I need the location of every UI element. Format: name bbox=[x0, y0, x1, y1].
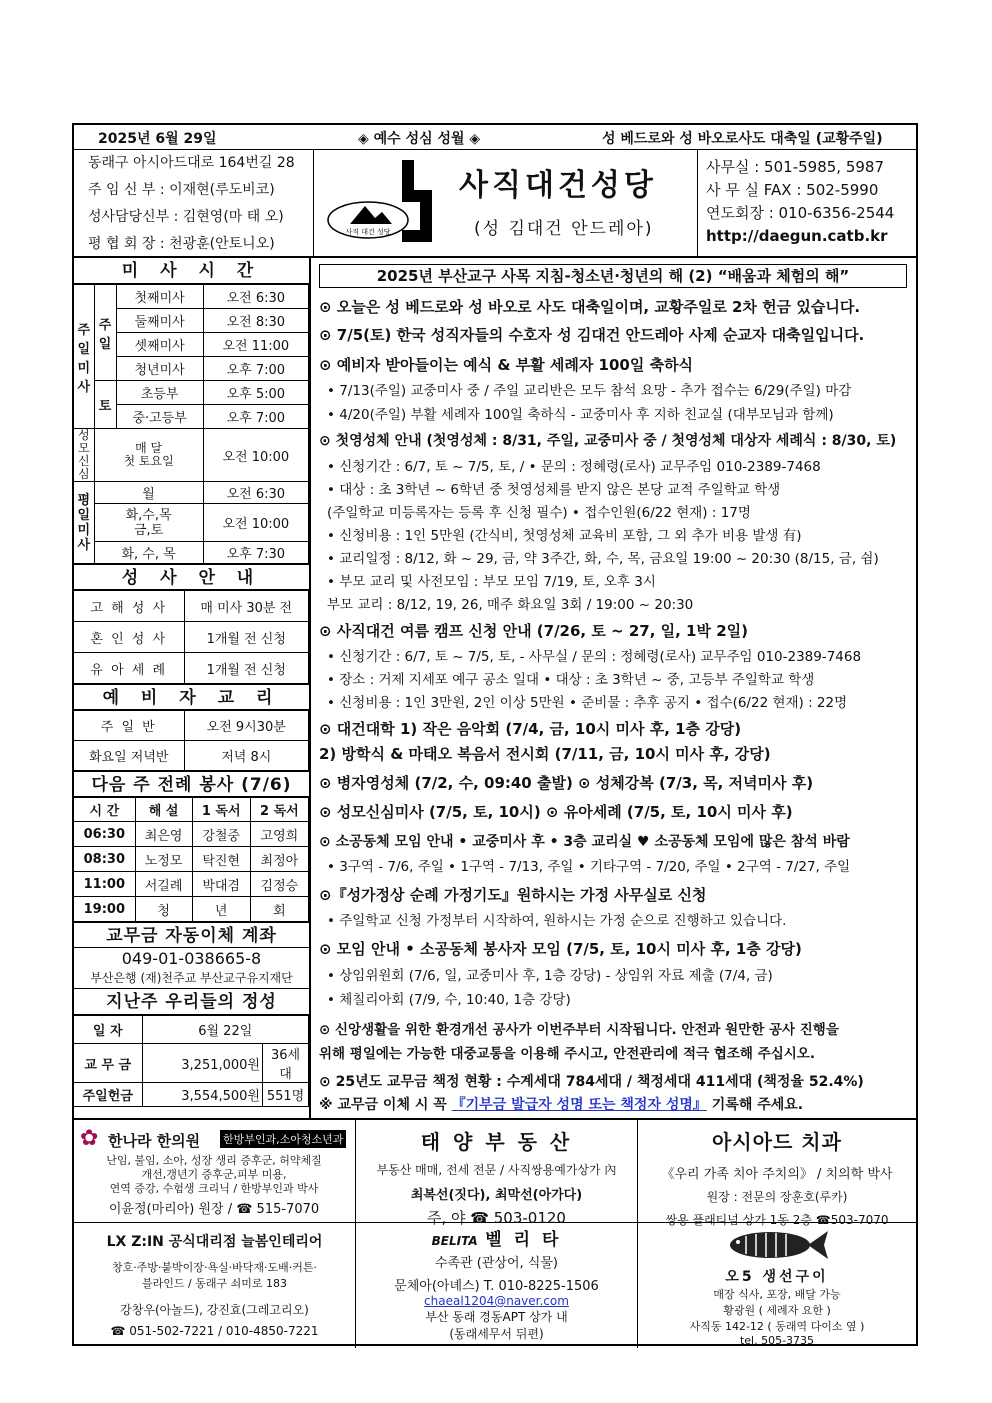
service-cell: 년 bbox=[192, 897, 250, 922]
realty-name: 태 양 부 동 산 bbox=[420, 1130, 573, 1154]
notice-line: ⊙ 25년도 교무금 책정 현황 : 수계세대 784세대 / 책정세대 411세대 (책정율 52.4%) bbox=[319, 1074, 864, 1090]
notice-line: • 신청기간 : 6/7, 토 ~ 7/5, 토, / • 문의 : 정혜령(로사) 교무주임 010-2389-7468 bbox=[327, 459, 821, 475]
mass-name: 둘째미사 bbox=[116, 309, 203, 333]
notice-line: (주일학교 미등록자는 등록 후 신청 필수) • 접수인원(6/22 현재) : 17명 bbox=[327, 505, 751, 521]
notice-line: • 대상 : 초 3학년 ~ 6학년 중 첫영성체를 받지 않은 본당 교적 주일학교 학생 bbox=[327, 482, 781, 498]
service-cell: 김정승 bbox=[250, 872, 308, 897]
clinic-badge: 한방부인과,소아청소년과 bbox=[220, 1130, 346, 1148]
flower-icon: ✿ bbox=[80, 1126, 99, 1151]
offering-date-label: 일 자 bbox=[74, 1016, 142, 1044]
offering-amount: 3,251,000원 bbox=[142, 1044, 263, 1083]
mass-time: 오후 7:30 bbox=[203, 542, 308, 564]
realty-desc: 부동산 매매, 전세 전문 / 사직쌍용예가상가 內 bbox=[376, 1163, 617, 1177]
mass-name: 중·고등부 bbox=[116, 405, 203, 429]
fish-addr: 사직동 142-12 ( 동래역 다이소 옆 ) bbox=[689, 1320, 865, 1333]
dental-doctor: 원장 : 전문의 장훈호(루카) bbox=[706, 1190, 848, 1204]
belita-addr: (동래세무서 뒤편) bbox=[449, 1327, 544, 1341]
notice-line: 위해 평일에는 가능한 대중교통을 이용해 주시고, 안전관리에 적극 협조해 주십시오. bbox=[319, 1046, 815, 1062]
mass-day: 월 bbox=[94, 482, 203, 504]
mass-name: 초등부 bbox=[116, 381, 203, 405]
catechumen-table bbox=[74, 710, 309, 771]
notice-line: ⊙ 소공동체 모임 안내 • 교중미사 후 • 3층 교리실 ♥ 소공동체 모임에 많은 참석 바람 bbox=[319, 834, 850, 850]
bulletin-date: 2025년 6월 29일 bbox=[98, 131, 217, 147]
ad-interior bbox=[74, 1223, 356, 1348]
realty-people: 최복선(짓다), 최막선(아가다) bbox=[410, 1188, 583, 1203]
notice-line: ⊙ 예비자 받아들이는 예식 & 부활 세례자 100일 축하식 bbox=[319, 356, 694, 374]
class-name: 주 일 반 bbox=[74, 711, 184, 741]
service-title: 다음 주 전례 봉사 (7/6) bbox=[74, 771, 309, 797]
notice-line: • 교리일정 : 8/12, 화 ~ 29, 금, 약 3주간, 화, 수, 목, 금요일 19:00 ~ 20:30 (8/15, 금, 쉼) bbox=[327, 551, 879, 567]
belita-email[interactable]: chaeal1204@naver.com bbox=[424, 1294, 569, 1308]
mass-time: 오후 7:00 bbox=[203, 357, 308, 381]
mass-day: 화,수,목 금,토 bbox=[94, 504, 203, 542]
account-bank: 부산은행 (재)천주교 부산교구유지재단 bbox=[74, 970, 309, 989]
service-cell: 회 bbox=[250, 897, 308, 922]
fish-tel: tel. 505-3735 bbox=[739, 1334, 815, 1347]
office-phone: 사무실 : 501-5985, 5987 bbox=[706, 158, 884, 176]
offering-title: 지난주 우리들의 정성 bbox=[74, 989, 309, 1015]
top-bar bbox=[74, 125, 916, 150]
mass-times-title: 미 사 시 간 bbox=[74, 258, 309, 284]
mass-time: 오전 6:30 bbox=[203, 482, 308, 504]
clinic-desc: 개선,갱년기 증후군,피부 미용, bbox=[141, 1168, 287, 1181]
mass-time: 오전 10:00 bbox=[203, 504, 308, 542]
notice-line: ⊙ 오늘은 성 베드로와 성 바오로 사도 대축일이며, 교황주일로 2차 헌금 있습니다. bbox=[319, 298, 861, 316]
church-branding bbox=[314, 150, 698, 258]
service-time: 08:30 bbox=[74, 847, 135, 872]
notice-line: • 부모 교리 및 사전모임 : 부모 모임 7/19, 토, 오후 3시 bbox=[327, 574, 656, 590]
service-cell: 강철중 bbox=[192, 822, 250, 847]
ad-clinic bbox=[74, 1120, 356, 1223]
church-logo-icon bbox=[320, 154, 450, 254]
interior-desc: 창호·주방·붙박이장·욕실·바닥재·도배·커튼· bbox=[111, 1261, 318, 1274]
mass-time: 오전 6:30 bbox=[203, 285, 308, 309]
mass-name: 셋째미사 bbox=[116, 333, 203, 357]
office-fax: 사 무 실 FAX : 502-5990 bbox=[706, 181, 879, 199]
mass-day: 화, 수, 목 bbox=[94, 542, 203, 564]
service-cell: 서길례 bbox=[135, 872, 192, 897]
notice-line: • 체칠리아회 (7/9, 수, 10:40, 1층 강당) bbox=[327, 992, 571, 1008]
offering-count: 551명 bbox=[263, 1083, 309, 1107]
notice-line: • 신청비용 : 1인 5만원 (간식비, 첫영성체 교육비 포함, 그 외 추가 비용 발생 有) bbox=[327, 528, 802, 544]
ad-dental bbox=[638, 1120, 916, 1227]
mass-name: 첫째미사 bbox=[116, 285, 203, 309]
fish-icon bbox=[722, 1227, 832, 1263]
belita-brand: BELITA bbox=[431, 1234, 478, 1248]
notice-line: ⊙ 신앙생활을 위한 환경개선 공사가 이번주부터 시작됩니다. 안전과 원만한 공사 진행을 bbox=[319, 1022, 839, 1038]
notice-line: ⊙『성가정상 순례 가정기도』원하시는 가정 사무실로 신청 bbox=[319, 886, 707, 904]
service-table bbox=[74, 797, 309, 922]
mass-times-table bbox=[74, 284, 309, 564]
service-time: 11:00 bbox=[74, 872, 135, 897]
clinic-desc: 난임, 불임, 소아, 성장 생리 증후군, 허약체질 bbox=[106, 1154, 322, 1167]
notice-line: ⊙ 사직대건 여름 캠프 신청 안내 (7/26, 토 ~ 27, 일, 1박 2일) bbox=[319, 622, 748, 640]
notice-line: ⊙ 병자영성체 (7/2, 수, 09:40 출발) ⊙ 성체강복 (7/3, 목, 저녁미사 후) bbox=[319, 774, 814, 792]
interior-people: 강창우(아놀드), 강진효(그레고리오) bbox=[120, 1303, 309, 1317]
clinic-name: 한나라 한의원 bbox=[108, 1132, 201, 1150]
service-cell: 청 bbox=[135, 897, 192, 922]
sacraments-title: 성 사 안 내 bbox=[74, 564, 309, 590]
patron-saint: (성 김대건 안드레아) bbox=[474, 219, 654, 239]
interior-phone: ☎ 051-502-7221 / 010-4850-7221 bbox=[110, 1324, 319, 1338]
mary-devotion-schedule: 매 달 첫 토요일 bbox=[94, 429, 203, 482]
interior-name: LX Z:IN 공식대리점 늘봄인테리어 bbox=[106, 1234, 323, 1250]
contact-info bbox=[698, 150, 916, 258]
service-header: 2 독서 bbox=[250, 798, 308, 822]
left-column bbox=[74, 258, 311, 1118]
mass-time: 오후 5:00 bbox=[203, 381, 308, 405]
offering-table bbox=[74, 1015, 309, 1107]
realty-phone: 주, 야 ☎ 503-0120 bbox=[427, 1209, 566, 1227]
service-time: 06:30 bbox=[74, 822, 135, 847]
mary-devotion-time: 오전 10:00 bbox=[203, 429, 308, 482]
sacrament-value: 1개월 전 신청 bbox=[184, 653, 309, 684]
notice-line: • 장소 : 거제 지세포 예구 공소 일대 • 대상 : 초 3학년 ~ 중, 고등부 주일학교 학생 bbox=[327, 672, 815, 688]
offering-name: 교 무 금 bbox=[74, 1044, 142, 1083]
mass-time: 오전 11:00 bbox=[203, 333, 308, 357]
service-cell: 고영희 bbox=[250, 822, 308, 847]
service-cell: 박대겸 bbox=[192, 872, 250, 897]
notice-line: • 7/13(주일) 교중미사 중 / 주일 교리반은 모두 참석 요망 - 추가 접수는 6/29(주일) 마감 bbox=[327, 383, 852, 399]
liturgical-season: ◈ 예수 성심 성월 ◈ bbox=[358, 131, 481, 147]
sunday-mass-label: 주 일 미 사 bbox=[74, 285, 94, 429]
notice-line: ⊙ 대건대학 1) 작은 음악회 (7/4, 금, 10시 미사 후, 1층 강당) bbox=[319, 720, 742, 738]
account-title: 교무금 자동이체 계좌 bbox=[74, 922, 309, 948]
notice-last-line: ※ 교무금 이체 시 꼭 『기부금 발급자 성명 또는 책정자 성명』 기록해 주세요. bbox=[319, 1097, 804, 1113]
sacrament-value: 매 미사 30분 전 bbox=[184, 591, 309, 622]
bulletin-page bbox=[72, 123, 918, 1346]
sacrament-name: 유 아 세 례 bbox=[74, 653, 184, 684]
mass-name: 청년미사 bbox=[116, 357, 203, 381]
notices-column bbox=[311, 258, 916, 1118]
weekday-mass-label: 평 일 미 사 bbox=[74, 482, 94, 564]
account-number: 049-01-038665-8 bbox=[121, 949, 262, 968]
notice-line: • 4/20(주일) 부활 세례자 100일 축하식 - 교중미사 후 지하 친교실 (대부모님과 함께) bbox=[327, 407, 834, 423]
mary-devotion-label: 성모 신심 bbox=[74, 429, 94, 482]
service-cell: 최정아 bbox=[250, 847, 308, 872]
clinic-doctor: 이윤정(마리아) 원장 / ☎ 515-7070 bbox=[108, 1202, 320, 1217]
masthead bbox=[74, 150, 916, 258]
class-time: 오전 9시30분 bbox=[184, 711, 309, 741]
mass-time: 오전 8:30 bbox=[203, 309, 308, 333]
logo-text: 사직 대건 성당 bbox=[345, 228, 391, 236]
service-header: 해 설 bbox=[135, 798, 192, 822]
notice-line: • 신청비용 : 1인 3만원, 2인 이상 5만원 • 준비물 : 추후 공지 • 접수(6/22 현재) : 22명 bbox=[327, 695, 848, 711]
notice-line: • 주일학교 신청 가정부터 시작하여, 원하시는 가정 순으로 진행하고 있습니다. bbox=[327, 913, 787, 929]
dental-addr: 쌍용 플래티넘 상가 1동 2층 ☎503-7070 bbox=[665, 1213, 889, 1227]
catechumen-title: 예 비 자 교 리 bbox=[74, 684, 309, 710]
clinic-desc: 연역 증강, 수험생 크리닉 / 한방부인과 박사 bbox=[109, 1182, 319, 1195]
offering-date: 6월 22일 bbox=[142, 1016, 309, 1044]
sacraments-table bbox=[74, 590, 309, 684]
donation-name-link[interactable]: 『기부금 발급자 성명 또는 책정자 성명』 bbox=[451, 1097, 707, 1113]
mass-time: 오후 7:00 bbox=[203, 405, 308, 429]
notice-line: ⊙ 성모신심미사 (7/5, 토, 10시) ⊙ 유아세례 (7/5, 토, 10시 미사 후) bbox=[319, 803, 793, 821]
sacrament-name: 혼 인 성 사 bbox=[74, 622, 184, 653]
notice-line: ⊙ 모임 안내 • 소공동체 봉사자 모임 (7/5, 토, 10시 미사 후, 1층 강당) bbox=[319, 940, 802, 958]
sunday-label: 주 일 bbox=[94, 285, 116, 381]
sacrament-name: 고 해 성 사 bbox=[74, 591, 184, 622]
belita-addr: 부산 동래 경동APT 상가 내 bbox=[425, 1310, 568, 1324]
belita-desc: 수족관 (관상어, 식물) bbox=[434, 1256, 558, 1271]
council-head: 평 협 회 장 : 천광훈(안토니오) bbox=[88, 236, 275, 252]
offering-count: 36세대 bbox=[263, 1044, 309, 1083]
dental-desc: 《우리 가족 치아 주치의》 / 치의학 박사 bbox=[661, 1167, 893, 1182]
alliance-phone: 연도회장 : 010-6356-2544 bbox=[706, 204, 895, 222]
notice-line: • 신청기간 : 6/7, 토 ~ 7/5, 토, - 사무실 / 문의 : 정혜령(로사) 교무주임 010-2389-7468 bbox=[327, 649, 862, 665]
notice-line: • 3구역 - 7/6, 주일 • 1구역 - 7/13, 주일 • 기타구역 - 7/20, 주일 • 2구역 - 7/27, 주일 bbox=[327, 859, 851, 875]
service-cell: 노정모 bbox=[135, 847, 192, 872]
service-cell: 최은영 bbox=[135, 822, 192, 847]
pastoral-banner: 2025년 부산교구 사목 지침-청소년·청년의 해 (2) “배움과 체험의 해” bbox=[319, 264, 907, 288]
ad-belita bbox=[356, 1223, 638, 1348]
class-time: 저녁 8시 bbox=[184, 741, 309, 771]
website-link[interactable]: http://daegun.catb.kr bbox=[706, 227, 888, 245]
dental-name: 아시아드 치과 bbox=[712, 1130, 842, 1154]
fish-owner: 황광원 ( 세례자 요한 ) bbox=[723, 1304, 831, 1317]
interior-desc: 블라인드 / 동래구 쇠미로 183 bbox=[142, 1277, 287, 1290]
notice-line: ⊙ 첫영성체 안내 (첫영성체 : 8/31, 주일, 교중미사 중 / 첫영성체 대상자 세례식 : 8/30, 토) bbox=[319, 433, 897, 449]
offering-name: 주일헌금 bbox=[74, 1083, 142, 1107]
fish-desc: 매장 식사, 포장, 배달 가능 bbox=[713, 1288, 841, 1301]
service-header: 시 간 bbox=[74, 798, 135, 822]
address: 동래구 아시아드대로 164번길 28 bbox=[88, 155, 295, 171]
service-time: 19:00 bbox=[74, 897, 135, 922]
belita-owner: 문체아(아녜스) T. 010-8225-1506 bbox=[394, 1279, 599, 1294]
notice-line: • 상임위원회 (7/6, 일, 교중미사 후, 1층 강당) - 상임위 자료 제출 (7/4, 금) bbox=[327, 968, 773, 984]
fish-name: 오5 생선구이 bbox=[725, 1269, 829, 1285]
clergy-info bbox=[74, 150, 314, 258]
feast-title: 성 베드로와 성 바오로사도 대축일 (교황주일) bbox=[602, 131, 883, 147]
youth-priest: 성사담당신부 : 김현영(마 태 오) bbox=[88, 209, 284, 225]
church-name: 사직대건성당 bbox=[459, 168, 657, 203]
notice-line: ⊙ 7/5(토) 한국 성직자들의 수호자 성 김대건 안드레아 사제 순교자 대축일입니다. bbox=[319, 326, 865, 344]
sacrament-value: 1개월 전 신청 bbox=[184, 622, 309, 653]
saturday-label: 토 bbox=[94, 381, 116, 429]
pastor: 주 임 신 부 : 이재현(루도비코) bbox=[88, 182, 275, 198]
ad-realty bbox=[356, 1120, 638, 1227]
service-header: 1 독서 bbox=[192, 798, 250, 822]
notice-line: 2) 방학식 & 마태오 복음서 전시회 (7/11, 금, 10시 미사 후, 강당) bbox=[319, 745, 771, 763]
ad-fish-restaurant bbox=[638, 1223, 916, 1348]
notice-line: 부모 교리 : 8/12, 19, 26, 매주 화요일 3회 / 19:00 ~ 20:30 bbox=[327, 597, 694, 613]
class-name: 화요일 저녁반 bbox=[74, 741, 184, 771]
belita-name: 벨 리 타 bbox=[485, 1230, 562, 1250]
advertisements bbox=[74, 1118, 916, 1346]
offering-amount: 3,554,500원 bbox=[142, 1083, 263, 1107]
service-cell: 탁진현 bbox=[192, 847, 250, 872]
